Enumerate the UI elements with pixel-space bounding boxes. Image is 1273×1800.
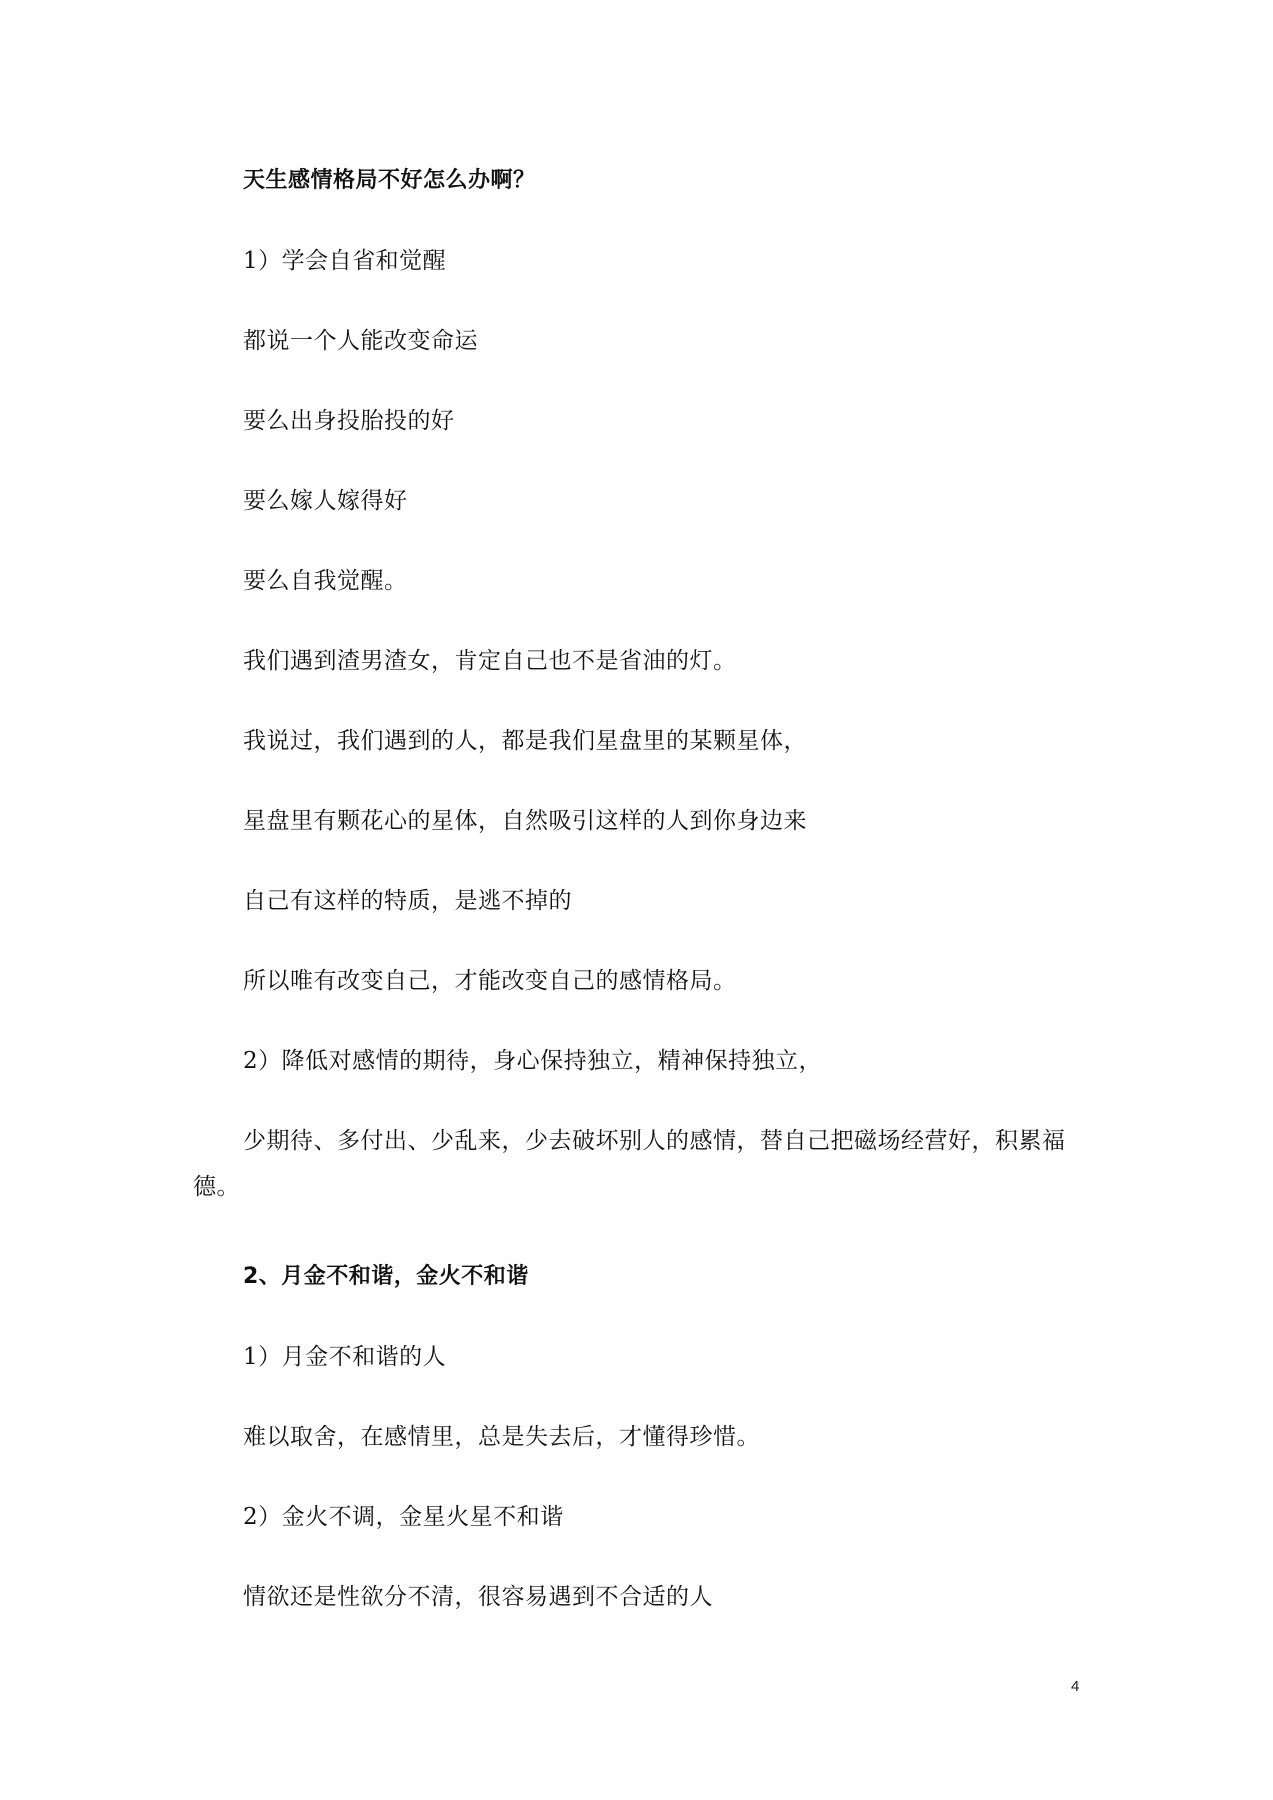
text-line: 2）降低对感情的期待，身心保持独立，精神保持独立， <box>243 1048 823 1074</box>
text-line: 我说过，我们遇到的人，都是我们星盘里的某颗星体， <box>243 728 807 754</box>
text-line: 要么嫁人嫁得好 <box>243 488 408 514</box>
text-line: 1）月金不和谐的人 <box>243 1344 447 1370</box>
section-heading: 2、月金不和谐，金火不和谐 <box>243 1264 529 1289</box>
text-line: 要么自我觉醒。 <box>243 568 408 594</box>
wrapped-paragraph: 少期待、多付出、少乱来，少去破坏别人的感情，替自己把磁场经营好，积累福德。 <box>193 1128 1066 1200</box>
text-line: 自己有这样的特质，是逃不掉的 <box>243 888 572 914</box>
text-line: 1）学会自省和觉醒 <box>243 248 447 274</box>
text-line: 难以取舍，在感情里，总是失去后，才懂得珍惜。 <box>243 1424 760 1450</box>
text-line: 所以唯有改变自己，才能改变自己的感情格局。 <box>243 968 737 994</box>
section-heading: 天生感情格局不好怎么办啊？ <box>243 168 536 193</box>
text-line: 都说一个人能改变命运 <box>243 328 478 354</box>
text-line: 2）金火不调，金星火星不和谐 <box>243 1504 564 1530</box>
page-number: 4 <box>1071 1678 1080 1695</box>
text-line: 要么出身投胎投的好 <box>243 408 455 434</box>
text-line: 我们遇到渣男渣女，肯定自己也不是省油的灯。 <box>243 648 737 674</box>
text-line: 星盘里有颗花心的星体，自然吸引这样的人到你身边来 <box>243 808 807 834</box>
text-line: 情欲还是性欲分不清，很容易遇到不合适的人 <box>243 1584 713 1610</box>
